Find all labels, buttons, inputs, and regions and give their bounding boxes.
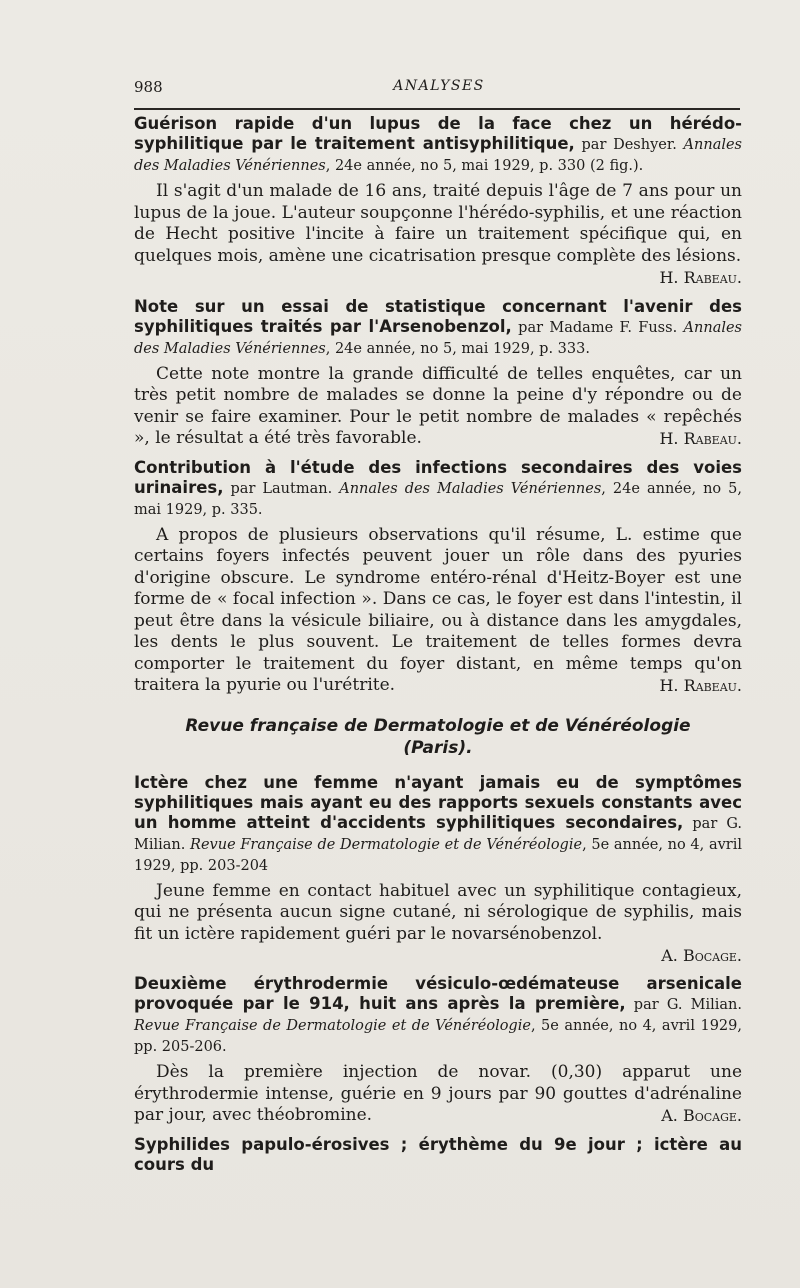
article-ictere xyxy=(134,773,742,967)
article-signature: H. Rabeau. xyxy=(659,429,742,448)
section-heading xyxy=(134,715,742,759)
article-signature: A. Bocage. xyxy=(661,946,742,965)
page-content xyxy=(134,114,742,1183)
article-title: Syphilides papulo-érosives ; érythème du 9e jour ; ictère au cours du xyxy=(134,1134,742,1174)
section-heading-line2: (Paris). xyxy=(403,737,473,758)
article-title: Ictère chez une femme n'ayant jamais eu de symptômes syphilitiques mais ayant eu des rapports sexuels constants avec un homme atteint d'accidents syphilitiques secondaires, par G. Milian. Revue Française de Dermatologie et de Vénéréologie, 5e année, no 4, avril 1929, pp. 203-204 xyxy=(134,772,742,874)
article-signature: H. Rabeau. xyxy=(659,676,742,695)
article-signature: H. Rabeau. xyxy=(659,268,742,287)
article-body: A propos de plusieurs observations qu'il résume, L. estime que certains foyers infectés peuvent jouer un rôle dans des pyuries d'origine obscure. Le syndrome entéro-rénal d'Heitz-Boyer est une forme de « focal infection ». Dans ce cas, le foyer est dans l'intestin, il peut être dans la vésicule biliaire, ou à distance dans les amygdales, les dents le plus souvent. Le traitement de telles formes devra comporter le traitement du foyer distant, en même temps qu'on traitera la pyurie ou l'urétrite. H. Rabeau. xyxy=(134,524,742,695)
running-head: ANALYSES xyxy=(393,78,485,94)
page-number: 988 xyxy=(134,78,163,96)
article-body: Cette note montre la grande difficulté de telles enquêtes, car un très petit nombre de malades se donne la peine d'y répondre ou de venir se faire examiner. Pour le petit nombre de malades « repêchés », le résultat a été très favorable. H. Rabeau. xyxy=(134,363,742,448)
article-statistique xyxy=(134,297,742,450)
page-header xyxy=(134,78,744,102)
section-heading-line1: Revue française de Dermatologie et de Vénéréologie xyxy=(185,715,691,736)
article-lupus xyxy=(134,114,742,289)
article-title: Deuxième érythrodermie vésiculo-œdémateuse arsenicale provoquée par le 914, huit ans après la première, par G. Milian. Revue Française de Dermatologie et de Vénéréologie, 5e année, no 4, avril 1929, pp. 205-206. xyxy=(134,974,742,1055)
article-erythrodermie xyxy=(134,974,742,1127)
article-body: Jeune femme en contact habituel avec un syphilitique contagieux, qui ne présenta aucun signe cutané, ni sérologique de syphilis, mais fit un ictère rapidement guéri par le novarsénobenzol. xyxy=(134,880,742,944)
header-rule xyxy=(134,108,740,110)
article-title: Note sur un essai de statistique concernant l'avenir des syphilitiques traités par l'Arsenobenzol, par Madame F. Fuss. Annales des Maladies Vénériennes, 24e année, no 5, mai 1929, p. 333. xyxy=(134,296,742,357)
article-body: Dès la première injection de novar. (0,30) apparut une érythrodermie intense, guérie en 9 jours par 90 gouttes d'adrénaline par jour, avec théobromine. A. Bocage. xyxy=(134,1062,742,1125)
article-signature: A. Bocage. xyxy=(661,1106,742,1125)
article-syphilides xyxy=(134,1135,742,1175)
article-infections-urinaires xyxy=(134,458,742,697)
article-body: Il s'agit d'un malade de 16 ans, traité depuis l'âge de 7 ans pour un lupus de la joue. L'auteur soupçonne l'hérédo-syphilis, et une réaction de Hecht positive l'incite à faire un traitement spécifique qui, en quelques mois, amène une cicatrisation presque complète des lésions. H. Rabeau. xyxy=(134,181,742,287)
article-title: Contribution à l'étude des infections secondaires des voies urinaires, par Lautman. Annales des Maladies Vénériennes, 24e année, no 5, mai 1929, p. 335. xyxy=(134,457,743,518)
article-title: Guérison rapide d'un lupus de la face chez un hérédo-syphilitique par le traitement antisyphilitique, par Deshyer. Annales des Maladies Vénériennes, 24e année, no 5, mai 1929, p. 330 (2 fig.). xyxy=(134,114,742,174)
